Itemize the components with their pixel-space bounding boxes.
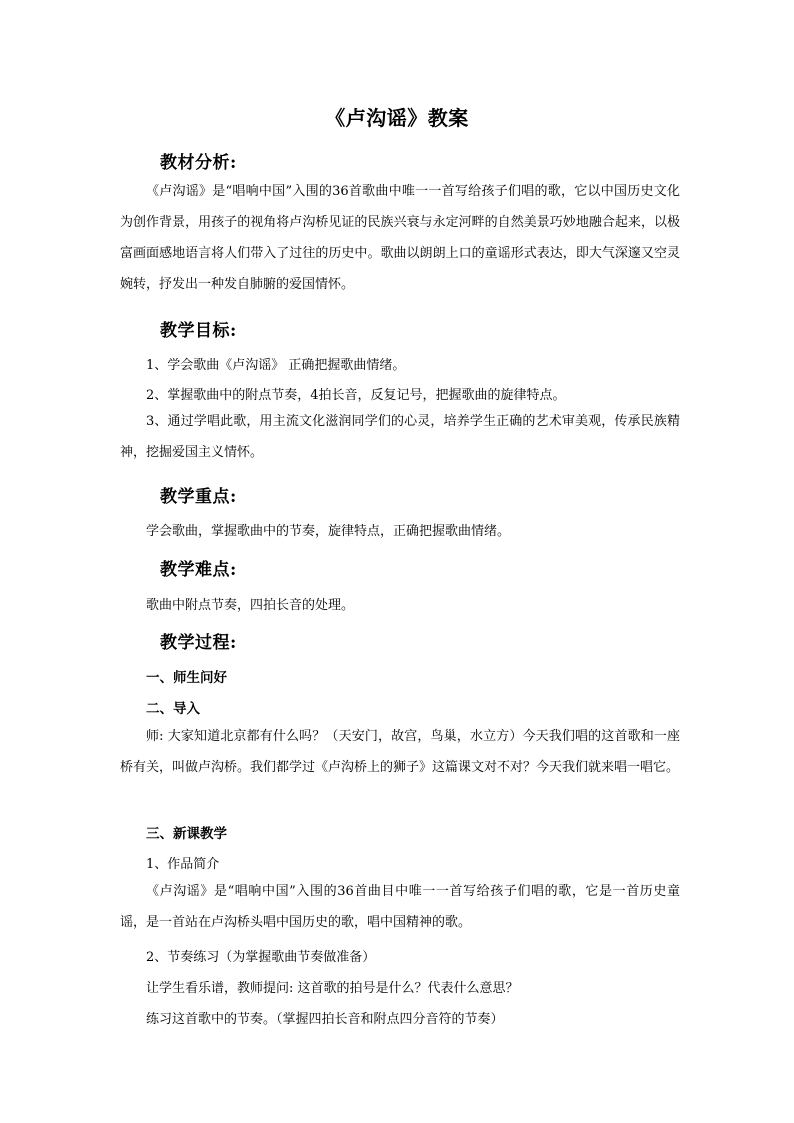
process-step-2: 二、导入 (146, 701, 200, 717)
heading-keypoints: 教学重点: (160, 487, 237, 507)
process-step-1: 一、师生问好 (146, 670, 227, 686)
heading-process: 教学过程: (160, 633, 237, 653)
goal-item-3: 3、通过学唱此歌，用主流文化滋润同学们的心灵，培养学生正确的艺术审美观，传承民族精神，挖掘爱国主义情怀。 (120, 414, 680, 460)
heading-analysis: 教材分析: (160, 153, 237, 173)
process-step-3: 三、新课教学 (146, 826, 227, 842)
keypoints-text: 学会歌曲，掌握歌曲中的节奏，旋律特点，正确把握歌曲情绪。 (146, 524, 511, 539)
sub1-paragraph: 《卢沟谣》是“唱响中国”入围的36首曲目中唯一一首写给孩子们唱的歌，它是一首历史童谣，是一首站在卢沟桥头唱中国历史的歌，唱中国精神的歌。 (120, 884, 680, 930)
sub2-line-2: 练习这首歌中的节奏。（掌握四拍长音和附点四分音符的节奏） (146, 1012, 504, 1027)
difficulties-text: 歌曲中附点节奏，四拍长音的处理。 (146, 598, 355, 613)
process-sub-1: 1、作品简介 (146, 857, 220, 872)
heading-difficulties: 教学难点: (160, 560, 237, 580)
document-title: 《卢沟谣》教案 (325, 106, 469, 130)
goal-item-1: 1、学会歌曲《卢沟谣》 正确把握歌曲情绪。 (146, 358, 406, 373)
goal-item-2: 2、掌握歌曲中的附点节奏，4拍长音，反复记号，把握歌曲的旋律特点。 (146, 388, 566, 403)
process-sub-2: 2、节奏练习（为掌握歌曲节奏做准备） (146, 950, 376, 965)
analysis-paragraph: 《卢沟谣》是“唱响中国”入围的36首歌曲中唯一一首写给孩子们唱的歌，它以中国历史文化为创作背景，用孩子的视角将卢沟桥见证的民族兴衰与永定河畔的自然美景巧妙地融合起来，以极富画面感地语言将人们带入了过往的历史中。歌曲以朗朗上口的童谣形式表达，即大气深邃又空灵婉转，抒发出一种发自肺腑的爱国情怀。 (120, 184, 680, 292)
sub2-line-1: 让学生看乐谱，教师提问: 这首歌的拍号是什么？代表什么意思？ (146, 981, 519, 996)
intro-paragraph: 师: 大家知道北京都有什么吗？（天安门，故宫，鸟巢，水立方）今天我们唱的这首歌和一座桥有关，叫做卢沟桥。我们都学过《卢沟桥上的狮子》这篇课文对不对？今天我们就来唱一唱它。 (120, 729, 680, 775)
heading-goals: 教学目标: (160, 321, 237, 341)
